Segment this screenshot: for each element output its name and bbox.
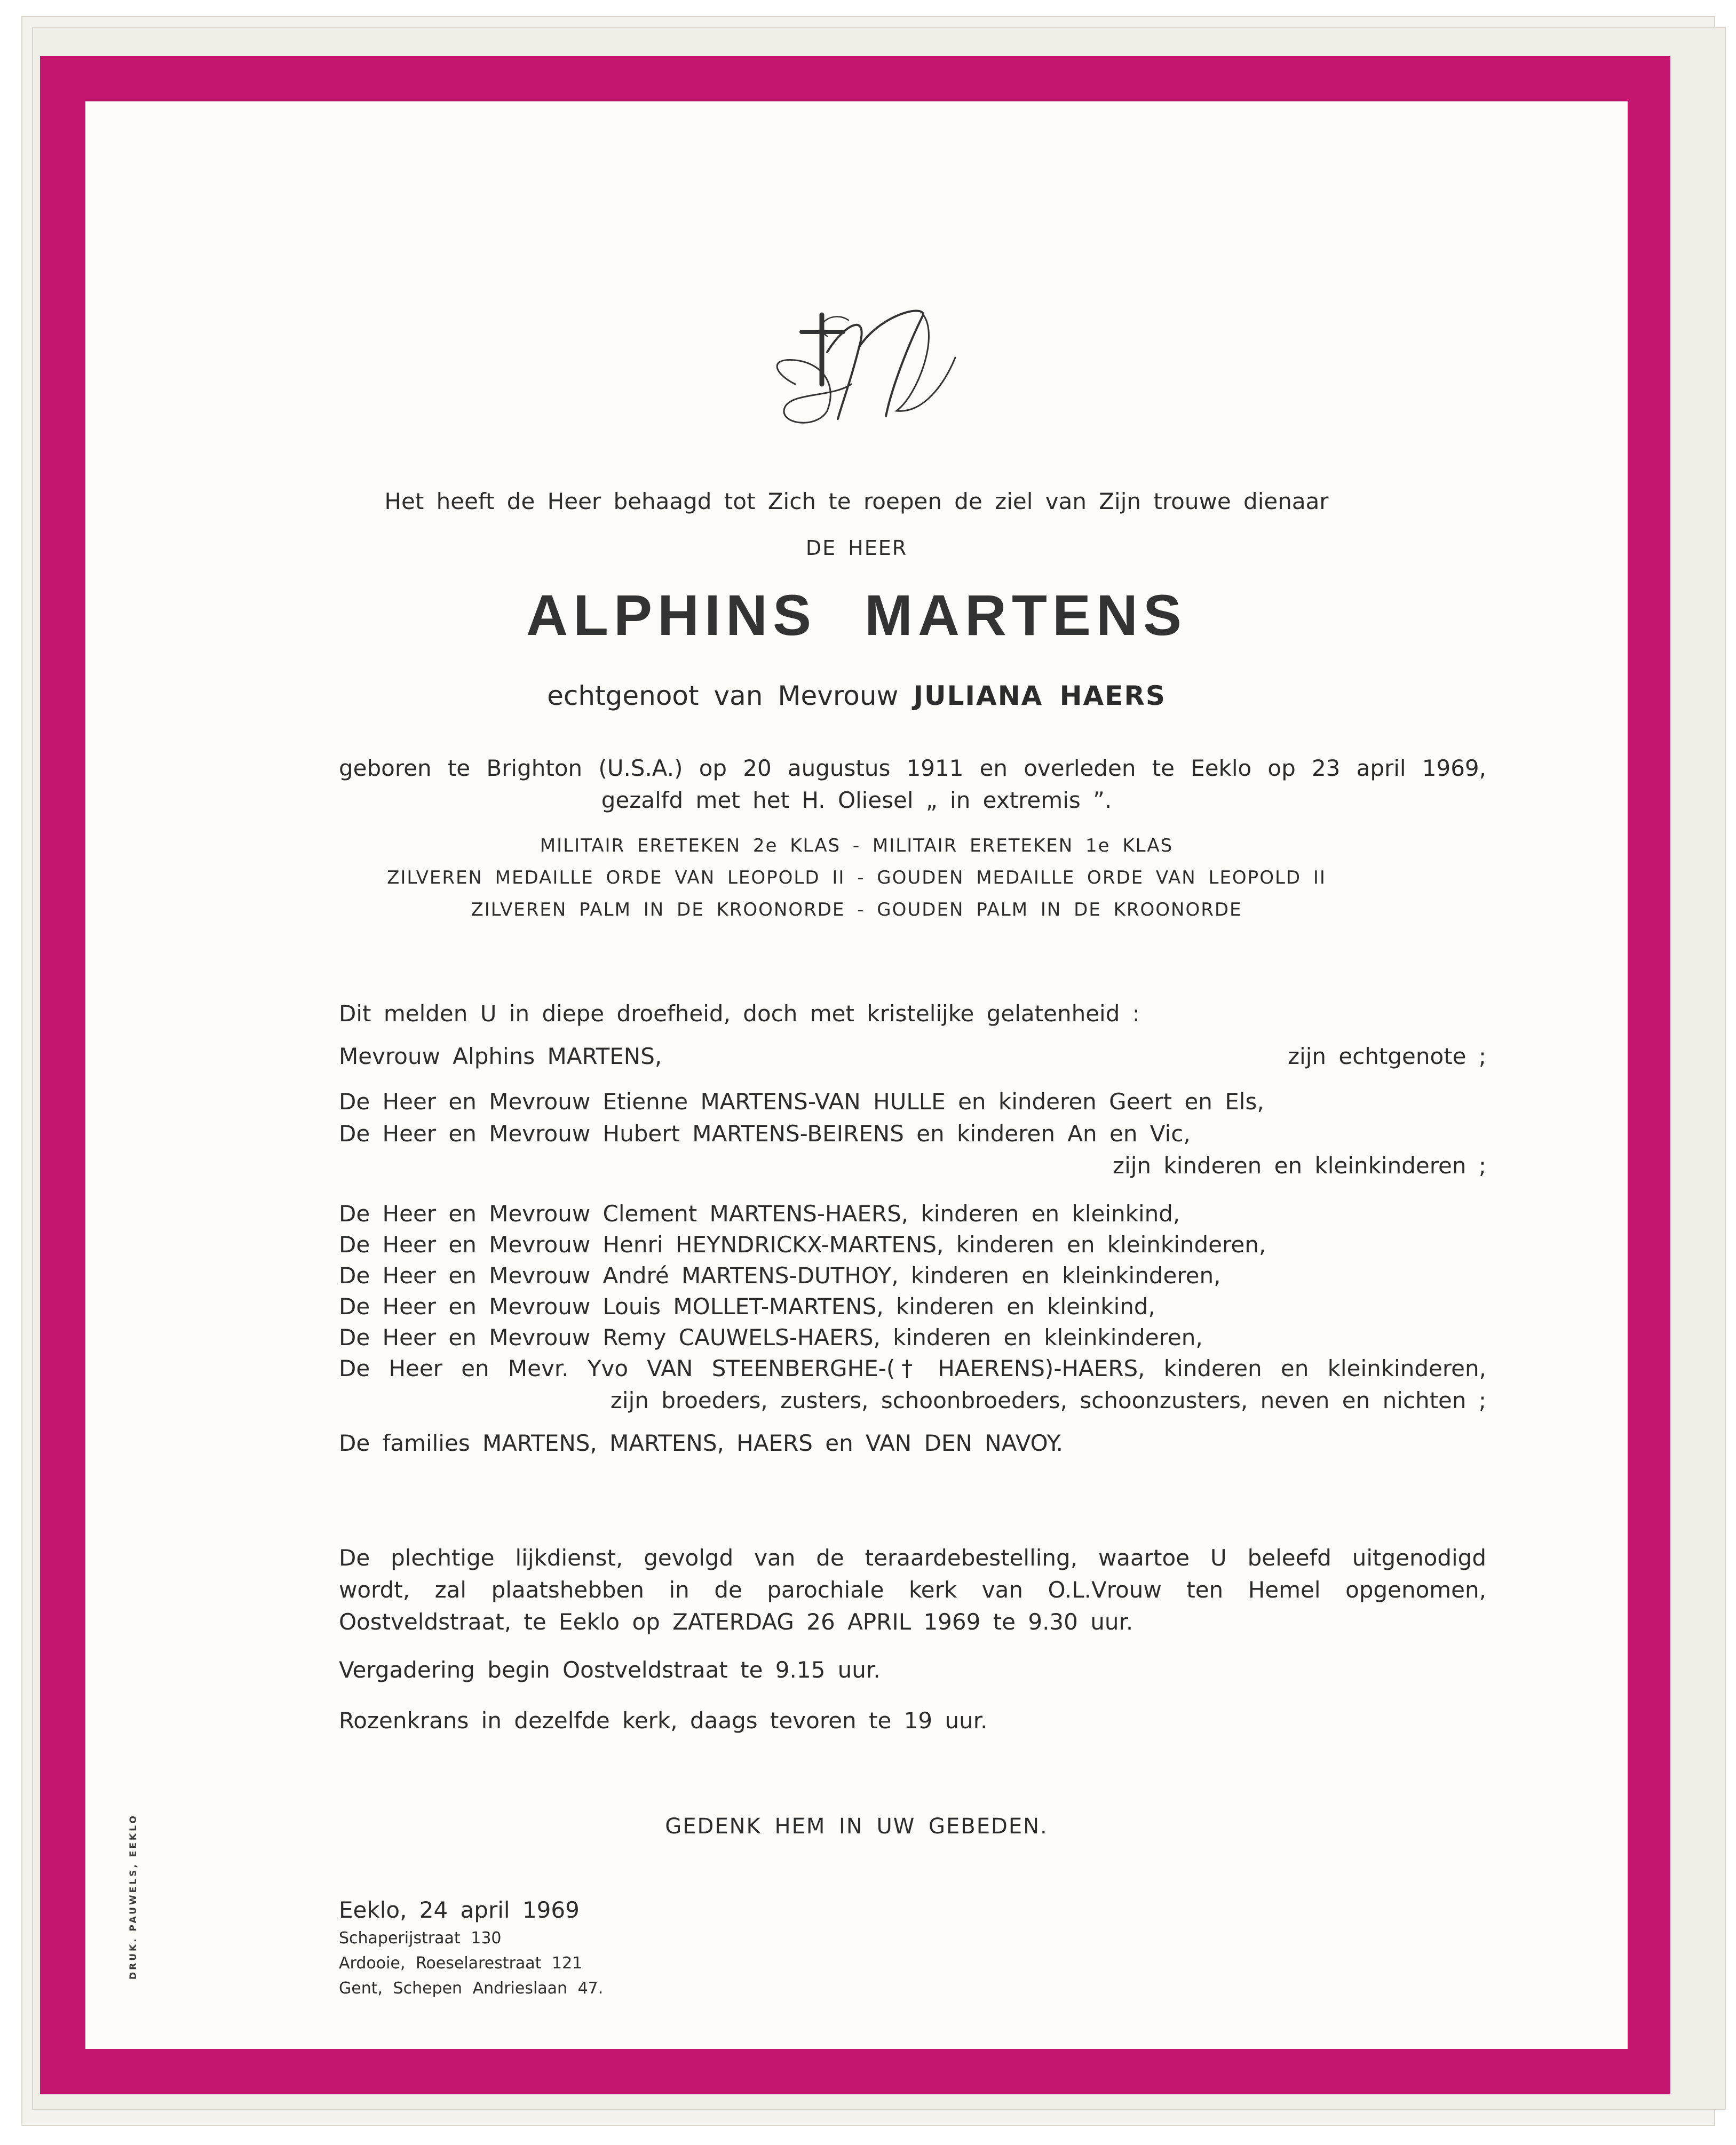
sibling-line: De Heer en Mevrouw Henri HEYNDRICKX-MARTENS, kinderen en kleinkinderen, [339, 1232, 1266, 1258]
sibling-line: De Heer en Mevrouw Remy CAUWELS-HAERS, kinderen en kleinkinderen, [339, 1324, 1203, 1350]
printer-imprint: DRUK. PAUWELS, EEKLO [128, 1814, 139, 1980]
closing-prayer: GEDENK HEM IN UW GEBEDEN. [665, 1814, 1048, 1839]
child-line: De Heer en Mevrouw Hubert MARTENS-BEIRENS en kinderen An en Vic, [339, 1121, 1191, 1147]
spouse-prefix: echtgenoot van Mevrouw [547, 680, 899, 711]
families-line: De families MARTENS, MARTENS, HAERS en VAN DEN NAVOY. [339, 1430, 1063, 1456]
service-line-3: Oostveldstraat, te Eeklo op ZATERDAG 26 APRIL 1969 te 9.30 uur. [339, 1609, 1133, 1635]
service-line-2: wordt, zal plaatshebben in de parochiale kerk van O.L.Vrouw ten Hemel opgenomen, [339, 1577, 1486, 1603]
deceased-name: ALPHINS MARTENS [526, 583, 1187, 647]
decoration-line-2: ZILVEREN MEDAILLE ORDE VAN LEOPOLD II - GOUDEN MEDAILLE ORDE VAN LEOPOLD II [387, 867, 1326, 888]
footer-address: Gent, Schepen Andrieslaan 47. [339, 1979, 604, 1998]
footer-place-date: Eeklo, 24 april 1969 [339, 1897, 580, 1923]
sacrament-line: gezalfd met het H. Oliesel „ in extremis ”. [601, 787, 1112, 813]
footer-address: Ardooie, Roeselarestraat 121 [339, 1954, 583, 1973]
rosary-line: Rozenkrans in dezelfde kerk, daags tevoren te 19 uur. [339, 1707, 988, 1734]
sibling-line: De Heer en Mevrouw André MARTENS-DUTHOY, kinderen en kleinkinderen, [339, 1262, 1221, 1289]
service-line-1: De plechtige lijkdienst, gevolgd van de teraardebestelling, waartoe U beleefd uitgenodigd [339, 1545, 1486, 1571]
honorific: DE HEER [805, 536, 908, 560]
cross-monogram-icon [763, 304, 966, 432]
sibling-line: De Heer en Mevr. Yvo VAN STEENBERGHE-(† HAERENS)-HAERS, kinderen en kleinkinderen, [339, 1355, 1486, 1381]
footer-address: Schaperijstraat 130 [339, 1929, 502, 1948]
decoration-line-1: MILITAIR ERETEKEN 2e KLAS - MILITAIR ERETEKEN 1e KLAS [540, 835, 1174, 856]
siblings-relation: zijn broeders, zusters, schoonbroeders, schoonzusters, neven en nichten ; [610, 1387, 1486, 1413]
gathering-line: Vergadering begin Oostveldstraat te 9.15 uur. [339, 1657, 881, 1683]
sibling-line: De Heer en Mevrouw Clement MARTENS-HAERS, kinderen en kleinkind, [339, 1201, 1180, 1227]
children-relation: zijn kinderen en kleinkinderen ; [1113, 1153, 1486, 1179]
mourning-card [85, 101, 1628, 2049]
spouse-name: JULIANA HAERS [913, 680, 1166, 711]
widow-relation: zijn echtgenote ; [1288, 1043, 1486, 1069]
widow-name: Mevrouw Alphins MARTENS, [339, 1043, 662, 1069]
birth-death-line: geboren te Brighton (U.S.A.) op 20 augustus 1911 en overleden te Eeklo op 23 april 1969, [339, 755, 1486, 781]
child-line: De Heer en Mevrouw Etienne MARTENS-VAN HULLE en kinderen Geert en Els, [339, 1089, 1264, 1115]
spouse-line [85, 680, 1628, 711]
mourners-intro: Dit melden U in diepe droefheid, doch met kristelijke gelatenheid : [339, 1000, 1140, 1027]
decoration-line-3: ZILVEREN PALM IN DE KROONORDE - GOUDEN PALM IN DE KROONORDE [471, 899, 1242, 920]
intro-text: Het heeft de Heer behaagd tot Zich te roepen de ziel van Zijn trouwe dienaar [384, 488, 1329, 514]
sibling-line: De Heer en Mevrouw Louis MOLLET-MARTENS, kinderen en kleinkind, [339, 1293, 1155, 1320]
